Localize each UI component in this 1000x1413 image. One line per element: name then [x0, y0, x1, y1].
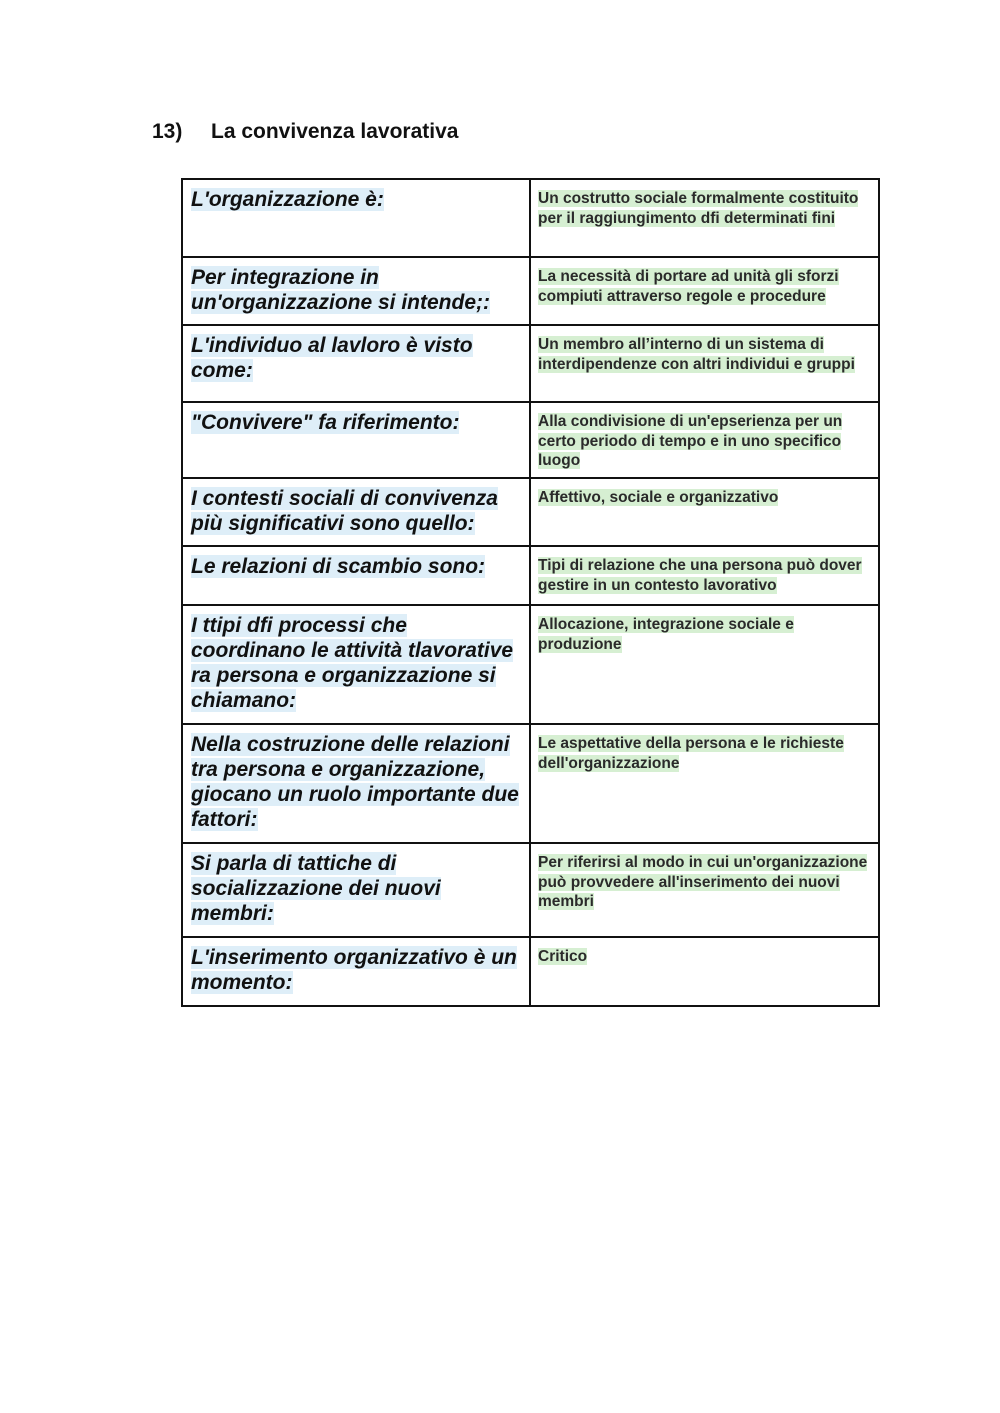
answer-cell: [530, 257, 879, 325]
question-cell: [182, 546, 530, 605]
question-text: "Convivere" fa riferimento:: [191, 411, 460, 434]
question-cell: [182, 325, 530, 402]
table-row: [182, 325, 879, 402]
answer-cell: [530, 724, 879, 843]
answer-cell: [530, 478, 879, 546]
question-cell: [182, 478, 530, 546]
answer-text: Un costrutto sociale formalmente costituito per il raggiungimento dfi determinati fini: [538, 190, 859, 227]
question-text: L'individuo al lavloro è visto come:: [191, 334, 473, 382]
section-number: 13): [152, 120, 183, 143]
question-text: Le relazioni di scambio sono:: [191, 555, 486, 578]
question-text: I ttipi dfi processi che coordinano le attività tlavorative ra persona e organizzazione si chiamano:: [191, 614, 514, 712]
answer-cell: [530, 546, 879, 605]
answer-text: Affettivo, sociale e organizzativo: [538, 489, 779, 506]
question-cell: [182, 402, 530, 478]
answer-text: Critico: [538, 948, 588, 965]
answer-text: Allocazione, integrazione sociale e produzione: [538, 616, 794, 653]
question-cell: [182, 724, 530, 843]
section-title: La convivenza lavorativa: [211, 120, 459, 143]
question-cell: [182, 843, 530, 937]
answer-text: Per riferirsi al modo in cui un'organizzazione può provvedere all'inserimento dei nuovi membri: [538, 854, 868, 910]
answer-cell: [530, 325, 879, 402]
table-row: [182, 605, 879, 724]
question-text: Per integrazione in un'organizzazione si intende;:: [191, 266, 491, 314]
table-row: [182, 843, 879, 937]
question-cell: [182, 937, 530, 1006]
answer-cell: [530, 843, 879, 937]
answer-cell: [530, 402, 879, 478]
question-text: I contesti sociali di convivenza più significativi sono quello:: [191, 487, 498, 535]
table-row: [182, 724, 879, 843]
table-row: [182, 546, 879, 605]
answer-text: Alla condivisione di un'epserienza per un certo periodo di tempo e in uno specifico luogo: [538, 413, 843, 469]
answer-cell: [530, 937, 879, 1006]
answer-cell: [530, 179, 879, 257]
answer-text: Tipi di relazione che una persona può dover gestire in un contesto lavorativo: [538, 557, 862, 594]
section-heading: [152, 120, 458, 144]
answer-text: Un membro all’interno di un sistema di interdipendenze con altri individui e gruppi: [538, 336, 855, 373]
table-row: [182, 478, 879, 546]
question-text: L'organizzazione è:: [191, 188, 384, 211]
answer-text: La necessità di portare ad unità gli sforzi compiuti attraverso regole e procedure: [538, 268, 839, 305]
question-cell: [182, 257, 530, 325]
table-row: [182, 179, 879, 257]
question-cell: [182, 179, 530, 257]
question-text: Nella costruzione delle relazioni tra persona e organizzazione, giocano un ruolo importante due fattori:: [191, 733, 519, 831]
table-row: [182, 402, 879, 478]
qa-table: [181, 178, 880, 1007]
table-row: [182, 937, 879, 1006]
question-cell: [182, 605, 530, 724]
table-row: [182, 257, 879, 325]
question-text: L'inserimento organizzativo è un momento:: [191, 946, 517, 994]
question-text: Si parla di tattiche di socializzazione dei nuovi membri:: [191, 852, 441, 925]
answer-cell: [530, 605, 879, 724]
answer-text: Le aspettative della persona e le richieste dell'organizzazione: [538, 735, 844, 772]
